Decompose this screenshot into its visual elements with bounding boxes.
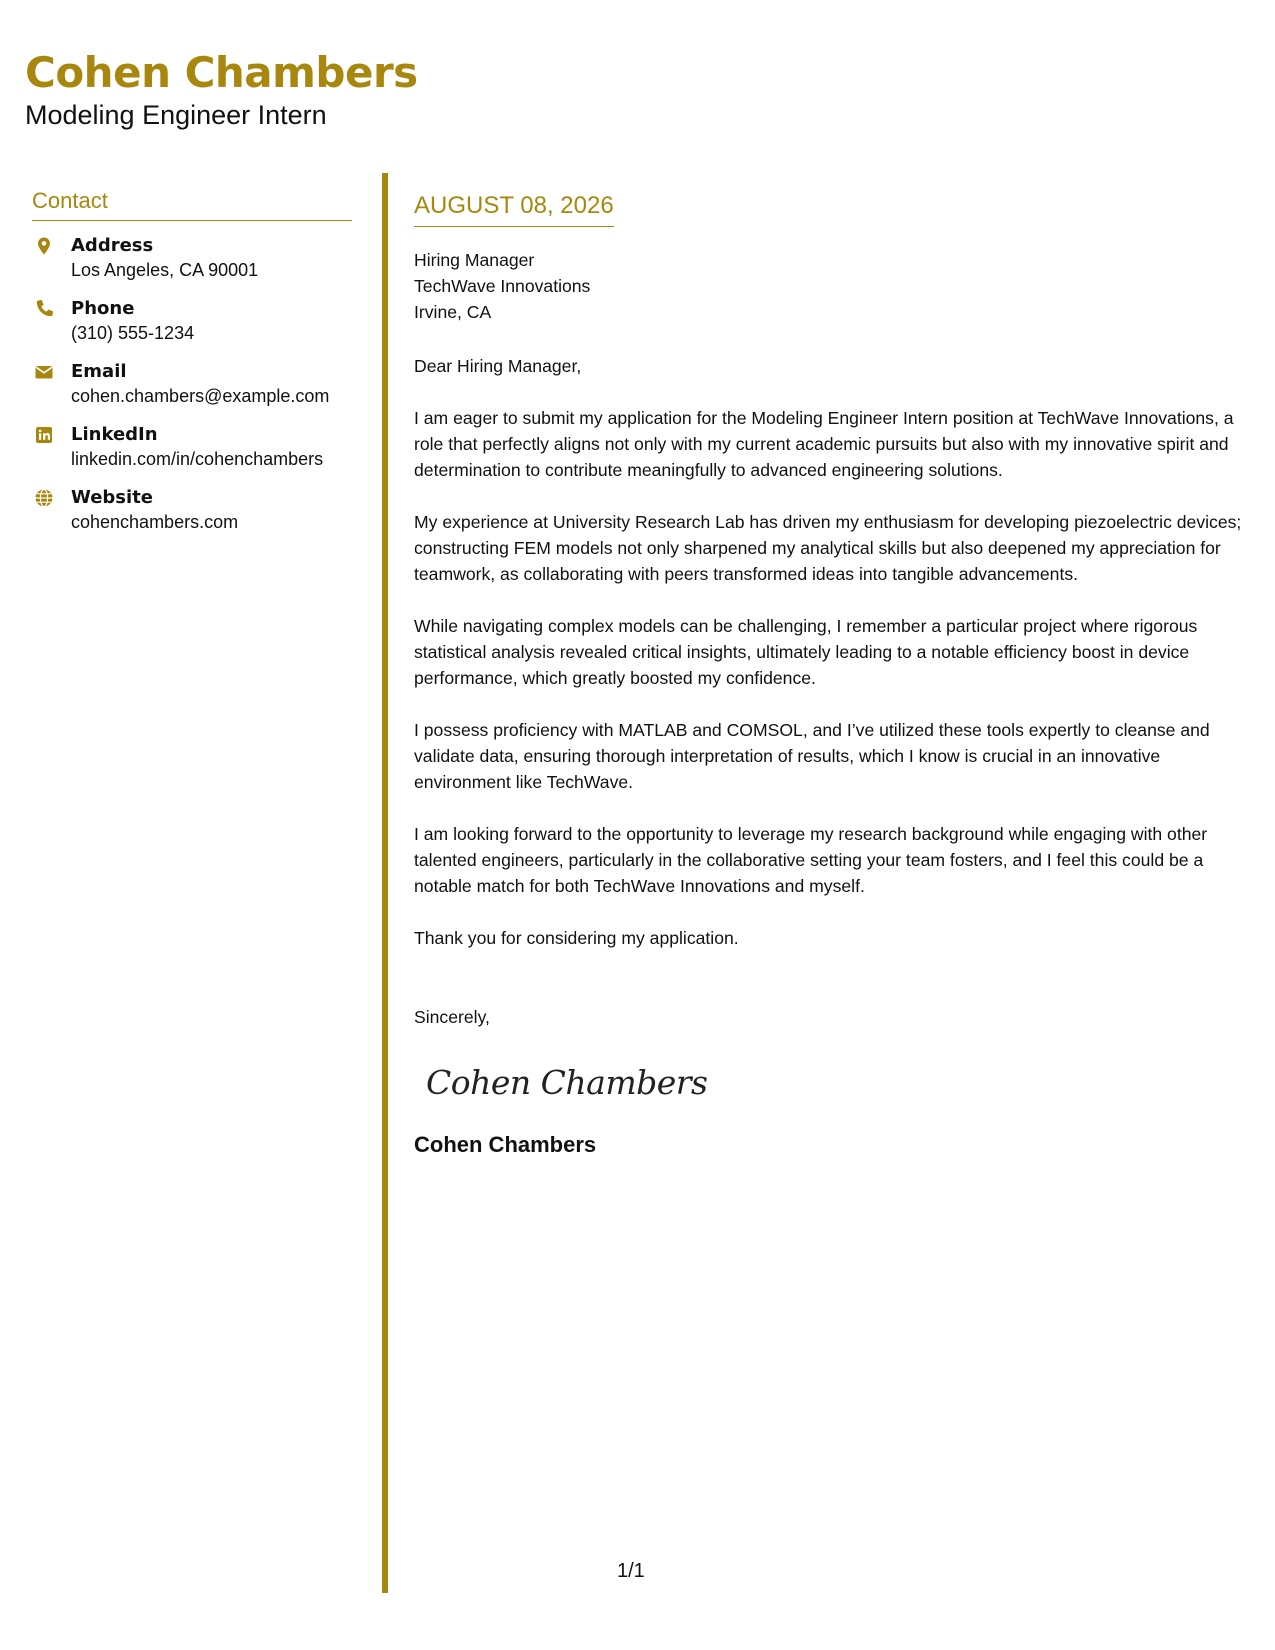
contact-label: Phone xyxy=(71,298,135,319)
globe-icon xyxy=(34,488,54,508)
contact-value: linkedin.com/in/cohenchambers xyxy=(71,449,324,469)
letter-paragraph: I am looking forward to the opportunity to leverage my research background while engaging with other talented engineers, particularly in the collaborative setting your team fosters, and I feel this could be a notable match for both TechWave Innovations and myself. xyxy=(414,824,1208,896)
contact-list xyxy=(32,233,352,535)
handwritten-signature xyxy=(422,1058,708,1108)
signer-name: Cohen Chambers xyxy=(414,1132,597,1157)
letter-paragraph: While navigating complex models can be challenging, I remember a particular project where rigorous statistical analysis revealed critical insights, ultimately leading to a notable efficiency boost in device performance, which greatly boosted my confidence. xyxy=(414,616,1198,688)
contact-item-website xyxy=(32,485,352,535)
job-title: Modeling Engineer Intern xyxy=(25,100,327,130)
contact-item-phone xyxy=(32,296,352,346)
closing: Sincerely, xyxy=(414,1007,490,1027)
contact-label: LinkedIn xyxy=(71,424,158,445)
signature-text: Cohen Chambers xyxy=(426,1063,708,1102)
map-pin-icon xyxy=(34,236,54,256)
linkedin-icon xyxy=(34,425,54,445)
letter-paragraph: I am eager to submit my application for the Modeling Engineer Intern position at TechWave Innovations, a role that perfectly aligns not only with my current academic pursuits but also with my innovative spirit and determination to contribute meaningfully to advanced engineering solutions. xyxy=(414,408,1234,480)
vertical-divider xyxy=(382,173,388,1593)
contact-item-email xyxy=(32,359,352,409)
contact-value: Los Angeles, CA 90001 xyxy=(71,260,259,280)
contact-label: Address xyxy=(71,235,154,256)
recipient-line: Hiring Manager xyxy=(414,250,535,270)
candidate-name: Cohen Chambers xyxy=(25,48,418,97)
letter-paragraph: I possess proficiency with MATLAB and COMSOL, and I’ve utilized these tools expertly to cleanse and validate data, ensuring thorough interpretation of results, which I know is crucial in an innovative environment like TechWave. xyxy=(414,720,1210,792)
phone-icon xyxy=(34,299,54,319)
contact-item-linkedin xyxy=(32,422,352,472)
envelope-icon xyxy=(34,362,54,382)
contact-value: cohen.chambers@example.com xyxy=(71,386,330,406)
contact-item-address xyxy=(32,233,352,283)
contact-sidebar xyxy=(32,186,352,548)
recipient-line: TechWave Innovations xyxy=(414,276,591,296)
salutation: Dear Hiring Manager, xyxy=(414,356,582,376)
resume-header xyxy=(25,48,418,132)
page-number: 1/1 xyxy=(617,1560,645,1582)
contact-value: cohenchambers.com xyxy=(71,512,239,532)
letter-date: AUGUST 08, 2026 xyxy=(414,190,614,227)
recipient-block xyxy=(414,247,1254,325)
recipient-line: Irvine, CA xyxy=(414,302,492,322)
contact-value: (310) 555-1234 xyxy=(71,323,195,343)
contact-heading: Contact xyxy=(32,186,352,221)
cover-letter-body xyxy=(414,190,1254,1160)
letter-paragraph: My experience at University Research Lab has driven my enthusiasm for developing piezoelectric devices; constructing FEM models not only sharpened my analytical skills but also deepened my appreciation for teamwork, as collaborating with peers transformed ideas into tangible advancements. xyxy=(414,512,1242,584)
contact-label: Website xyxy=(71,487,154,508)
contact-label: Email xyxy=(71,361,127,382)
letter-paragraph: Thank you for considering my application. xyxy=(414,928,739,948)
